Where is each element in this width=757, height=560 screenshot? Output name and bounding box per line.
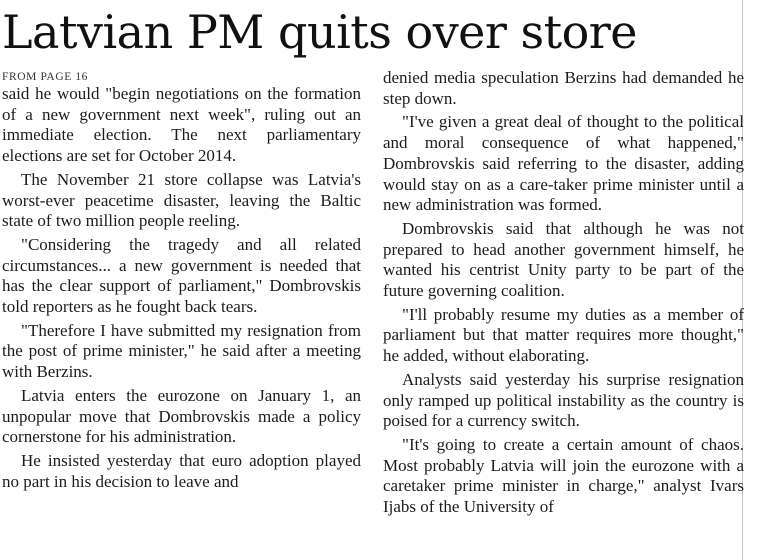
paragraph: He insisted yesterday that euro adoption played no part in his decision to leave and [2, 450, 361, 491]
paragraph: "I've given a great deal of thought to the political and moral consequence of what happened," Dombrovskis said referring to the disaster, adding would stay on as a care-taker prime minister until a new administration was formed. [383, 112, 744, 215]
paragraph: denied media speculation Berzins had demanded he step down. [383, 68, 744, 108]
paragraph: Latvia enters the eurozone on January 1, an unpopular move that Dombrovskis made a policy cornerstone for his administration. [2, 385, 361, 447]
paragraph: "Therefore I have submitted my resignation from the post of prime minister," he said after a meeting with Berzins. [2, 320, 361, 382]
paragraph: Analysts said yesterday his surprise resignation only ramped up political instability as the country is poised for a currency switch. [383, 369, 744, 431]
paragraph: Dombrovskis said that although he was not prepared to head another government himself, he wanted his centrist Unity party to be part of the future governing coalition. [383, 218, 744, 301]
paragraph: The November 21 store collapse was Latvia's worst-ever peacetime disaster, leaving the Baltic state of two million people reeling. [2, 169, 361, 231]
article-column-left [2, 70, 361, 495]
continuation-kicker: FROM PAGE 16 [2, 71, 89, 83]
paragraph: "I'll probably resume my duties as a member of parliament but that matter requires more thought," he added, without elaborating. [383, 304, 744, 366]
paragraph: said he would "begin negotiations on the formation of a new government next week", ruling out an immediate election. The next parliamentary elections are set for October 2014. [2, 84, 361, 166]
paragraph: "Considering the tragedy and all related circumstances... a new government is needed that has the clear support of parliament," Dombrovskis told reporters as he fought back tears. [2, 234, 361, 317]
paragraph: "It's going to create a certain amount of chaos. Most probably Latvia will join the eurozone with a caretaker prime minister in charge," analyst Ivars Ijabs of the University of [383, 434, 744, 517]
article-headline: Latvian PM quits over store [2, 5, 638, 59]
article-column-right [383, 68, 744, 521]
